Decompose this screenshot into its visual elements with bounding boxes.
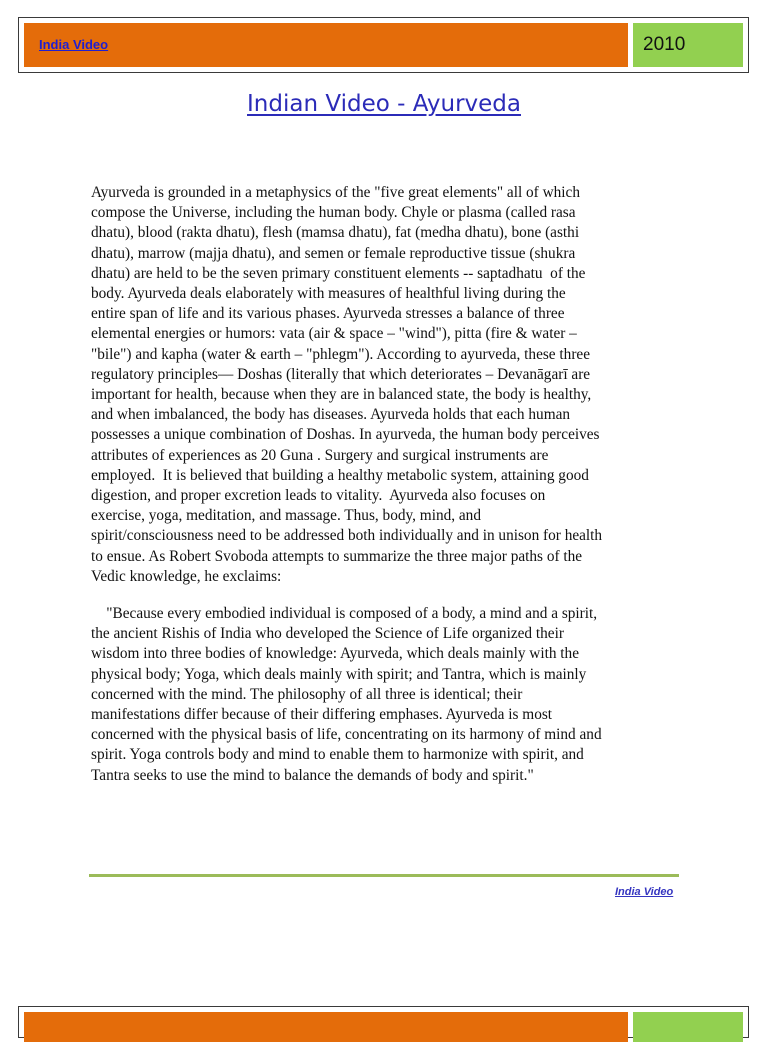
paragraph-line: Vedic knowledge, he exclaims:: [91, 567, 282, 585]
paragraph-line: body. Ayurveda deals elaborately with measures of healthful living during the: [91, 285, 566, 303]
next-header-banner: [24, 1012, 628, 1042]
paragraph-line: compose the Universe, including the human body. Chyle or plasma (called rasa: [91, 204, 576, 222]
quote-line: wisdom into three bodies of knowledge: Ayurveda, which deals mainly with the: [91, 645, 579, 663]
paragraph-line: exercise, yoga, meditation, and massage. Thus, body, mind, and: [91, 507, 481, 525]
next-page-header: [18, 1006, 749, 1038]
quote-line: physical body; Yoga, which deals mainly with spirit; and Tantra, which is mainly: [91, 665, 587, 683]
page-title[interactable]: Indian Video - Ayurveda: [247, 91, 521, 117]
quote-line: concerned with the physical basis of life, concentrating on its harmony of mind and: [91, 726, 602, 744]
paragraph-line: dhatu) are held to be the seven primary constituent elements -- saptadhatu of the: [91, 264, 586, 282]
paragraph-line: elemental energies or humors: vata (air & space – "wind"), pitta (fire & water –: [91, 325, 577, 343]
quote-line: concerned with the mind. The philosophy of all three is identical; their: [91, 685, 523, 703]
main-paragraph: [91, 183, 691, 587]
header-year: 2010: [643, 34, 686, 55]
quote-line: Tantra seeks to use the mind to balance the demands of body and spirit.": [91, 766, 534, 784]
india-video-footer-link[interactable]: India Video: [615, 886, 674, 898]
paragraph-line: attributes of experiences as 20 Guna . Surgery and surgical instruments are: [91, 446, 549, 464]
footer-divider: [89, 874, 679, 877]
paragraph-line: possesses a unique combination of Doshas. In ayurveda, the human body perceives: [91, 426, 600, 444]
india-video-header-link[interactable]: India Video: [39, 37, 109, 52]
paragraph-line: spirit/consciousness need to be addressed both individually and in unison for health: [91, 527, 603, 545]
next-header-year-box: [633, 1012, 743, 1042]
paragraph-line: entire span of life and its various phases. Ayurveda stresses a balance of three: [91, 305, 565, 323]
paragraph-line: dhatu), blood (rakta dhatu), flesh (mamsa dhatu), fat (medha dhatu), bone (asthi: [91, 224, 580, 242]
paragraph-line: employed. It is believed that building a healthy metabolic system, attaining good: [91, 466, 589, 484]
paragraph-line: "bile") and kapha (water & earth – "phlegm"). According to ayurveda, these three: [91, 345, 590, 363]
quote-line: spirit. Yoga controls body and mind to enable them to harmonize with spirit, and: [91, 746, 584, 764]
header-year-box: [633, 23, 743, 67]
paragraph-line: digestion, and proper excretion leads to vitality. Ayurveda also focuses on: [91, 487, 546, 505]
quote-line: "Because every embodied individual is composed of a body, a mind and a spirit,: [91, 605, 598, 622]
paragraph-line: dhatu), marrow (majja dhatu), and semen or female reproductive tissue (shukra: [91, 244, 576, 262]
quote-line: manifestations differ because of their differing emphases. Ayurveda is most: [91, 706, 553, 724]
quote-line: the ancient Rishis of India who developed the Science of Life organized their: [91, 625, 564, 643]
paragraph-line: and when imbalanced, the body has diseases. Ayurveda holds that each human: [91, 406, 571, 424]
paragraph-line: Ayurveda is grounded in a metaphysics of the "five great elements" all of which: [91, 184, 580, 201]
paragraph-line: regulatory principles— Doshas (literally that which deteriorates – Devanāgarī are: [91, 365, 591, 383]
page-header: [18, 17, 749, 73]
paragraph-line: to ensue. As Robert Svoboda attempts to summarize the three major paths of the: [91, 547, 583, 565]
paragraph-line: important for health, because when they are in balanced state, the body is healthy,: [91, 386, 592, 404]
quote-paragraph: [91, 604, 691, 786]
header-banner: [24, 23, 628, 67]
